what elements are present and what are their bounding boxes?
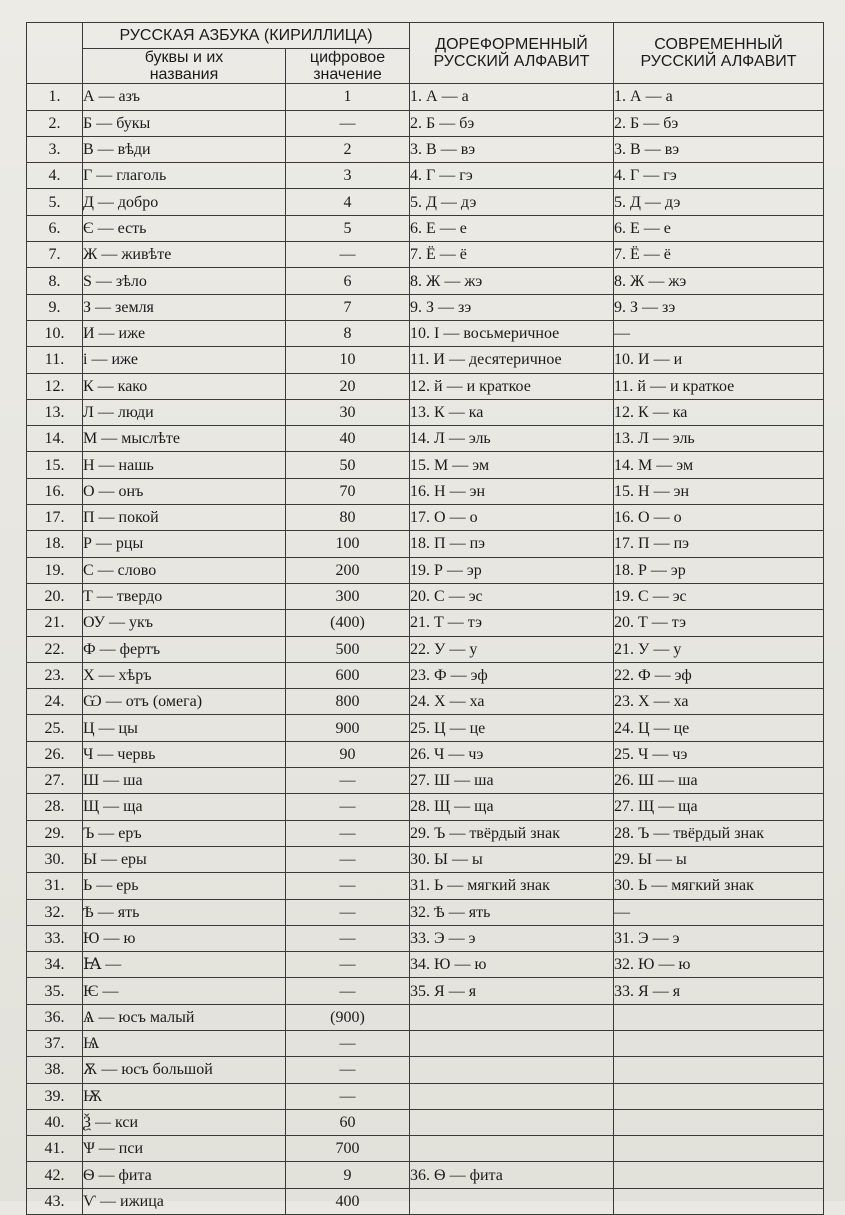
numeric-value: 8 xyxy=(286,320,410,346)
pre-reform-letter: 34. Ю — ю xyxy=(410,952,614,978)
cyrillic-letter-name: Ф — фертъ xyxy=(83,636,286,662)
modern-letter: 18. Р — эр xyxy=(614,557,824,583)
modern-letter: 33. Я — я xyxy=(614,978,824,1004)
pre-reform-letter xyxy=(410,1004,614,1030)
cyrillic-letter-name: Ѩ xyxy=(83,1030,286,1056)
numeric-value: 10 xyxy=(286,347,410,373)
table-row xyxy=(27,689,824,715)
pre-reform-letter: 5. Д — дэ xyxy=(410,189,614,215)
pre-reform-letter: 11. И — десятеричное xyxy=(410,347,614,373)
row-number: 17. xyxy=(27,505,83,531)
modern-letter: 7. Ё — ё xyxy=(614,242,824,268)
table-row xyxy=(27,925,824,951)
numeric-value: 200 xyxy=(286,557,410,583)
modern-letter: 26. Ш — ша xyxy=(614,768,824,794)
cyrillic-letter-name: Г — глаголь xyxy=(83,163,286,189)
table-row xyxy=(27,1136,824,1162)
pre-reform-letter: 24. Х — ха xyxy=(410,689,614,715)
row-number: 3. xyxy=(27,136,83,162)
modern-letter xyxy=(614,1109,824,1135)
table-row xyxy=(27,347,824,373)
cyrillic-letter-name: Ы — еры xyxy=(83,846,286,872)
table-row xyxy=(27,1188,824,1214)
table-row xyxy=(27,741,824,767)
cyrillic-letter-name: Ш — ша xyxy=(83,768,286,794)
row-number: 12. xyxy=(27,373,83,399)
header-row-top xyxy=(27,23,824,49)
modern-letter: 16. О — о xyxy=(614,505,824,531)
table-row xyxy=(27,294,824,320)
modern-letter: 14. М — эм xyxy=(614,452,824,478)
pre-reform-letter: 14. Л — эль xyxy=(410,426,614,452)
table-row xyxy=(27,715,824,741)
pre-reform-letter: 31. Ь — мягкий знак xyxy=(410,873,614,899)
modern-letter: — xyxy=(614,899,824,925)
modern-letter: 31. Э — э xyxy=(614,925,824,951)
numeric-value: 7 xyxy=(286,294,410,320)
table-row xyxy=(27,583,824,609)
row-number: 20. xyxy=(27,583,83,609)
pre-reform-letter xyxy=(410,1109,614,1135)
letters-names-header: буквы и их названия xyxy=(83,49,286,84)
numeric-value: — xyxy=(286,820,410,846)
numeric-value: — xyxy=(286,873,410,899)
row-number: 1. xyxy=(27,84,83,110)
cyrillic-letter-name: К — како xyxy=(83,373,286,399)
pre-reform-letter: 26. Ч — чэ xyxy=(410,741,614,767)
table-row xyxy=(27,1162,824,1188)
modern-letter: 5. Д — дэ xyxy=(614,189,824,215)
numeric-value: 5 xyxy=(286,215,410,241)
numeric-value: 100 xyxy=(286,531,410,557)
row-number: 30. xyxy=(27,846,83,872)
table-row xyxy=(27,1083,824,1109)
pre-reform-letter: 29. Ъ — твёрдый знак xyxy=(410,820,614,846)
numeric-value: (400) xyxy=(286,610,410,636)
modern-letter: 1. А — а xyxy=(614,84,824,110)
numeric-value: 40 xyxy=(286,426,410,452)
pre-reform-letter: 19. Р — эр xyxy=(410,557,614,583)
table-row xyxy=(27,952,824,978)
pre-reform-letter xyxy=(410,1083,614,1109)
table-row xyxy=(27,136,824,162)
cyrillic-letter-name: Ꙗ — xyxy=(83,952,286,978)
modern-letter: 24. Ц — це xyxy=(614,715,824,741)
cyrillic-letter-name: Ѵ — ижица xyxy=(83,1188,286,1214)
numeric-value: 2 xyxy=(286,136,410,162)
pre-reform-letter: 8. Ж — жэ xyxy=(410,268,614,294)
pre-reform-letter: 20. С — эс xyxy=(410,583,614,609)
row-number: 34. xyxy=(27,952,83,978)
row-number: 10. xyxy=(27,320,83,346)
modern-letter: 27. Щ — ща xyxy=(614,794,824,820)
numeric-value: 70 xyxy=(286,478,410,504)
cyrillic-letter-name: Л — люди xyxy=(83,399,286,425)
table-row xyxy=(27,189,824,215)
modern-letter: — xyxy=(614,320,824,346)
modern-letter: 19. С — эс xyxy=(614,583,824,609)
modern-letter: 28. Ъ — твёрдый знак xyxy=(614,820,824,846)
numeric-value: — xyxy=(286,794,410,820)
numeric-value: 20 xyxy=(286,373,410,399)
numeric-value: 700 xyxy=(286,1136,410,1162)
row-number: 29. xyxy=(27,820,83,846)
modern-letter xyxy=(614,1188,824,1214)
row-number: 21. xyxy=(27,610,83,636)
pre-reform-letter: 23. Ф — эф xyxy=(410,662,614,688)
pre-reform-letter xyxy=(410,1136,614,1162)
table-row xyxy=(27,873,824,899)
pre-reform-letter: 15. М — эм xyxy=(410,452,614,478)
row-number: 14. xyxy=(27,426,83,452)
row-number: 8. xyxy=(27,268,83,294)
table-row xyxy=(27,610,824,636)
modern-letter: 20. Т — тэ xyxy=(614,610,824,636)
cyrillic-letter-name: Д — добро xyxy=(83,189,286,215)
cyrillic-letter-name: Ѡ — отъ (омега) xyxy=(83,689,286,715)
numeric-value: 1 xyxy=(286,84,410,110)
modern-letter xyxy=(614,1057,824,1083)
row-number: 39. xyxy=(27,1083,83,1109)
cyrillic-letter-name: Ь — ерь xyxy=(83,873,286,899)
cyrillic-letter-name: Ѭ xyxy=(83,1083,286,1109)
row-number: 15. xyxy=(27,452,83,478)
pre-reform-letter: 25. Ц — це xyxy=(410,715,614,741)
cyrillic-letter-name: С — слово xyxy=(83,557,286,583)
table-row xyxy=(27,899,824,925)
modern-letter xyxy=(614,1004,824,1030)
cyrillic-letter-name: З — земля xyxy=(83,294,286,320)
table-row xyxy=(27,163,824,189)
cyrillic-letter-name: Б — букы xyxy=(83,110,286,136)
numeric-value: — xyxy=(286,925,410,951)
row-number: 13. xyxy=(27,399,83,425)
numeric-value: 6 xyxy=(286,268,410,294)
modern-alphabet-header: СОВРЕМЕННЫЙ РУССКИЙ АЛФАВИТ xyxy=(614,23,824,84)
cyrillic-letter-name: Х — хѣръ xyxy=(83,662,286,688)
modern-letter xyxy=(614,1083,824,1109)
cyrillic-letter-name: Н — нашь xyxy=(83,452,286,478)
modern-letter: 6. Е — е xyxy=(614,215,824,241)
numeric-value: — xyxy=(286,1057,410,1083)
cyrillic-letter-name: Ѳ — фита xyxy=(83,1162,286,1188)
cyrillic-letter-name: А — азъ xyxy=(83,84,286,110)
cyrillic-letter-name: О — онъ xyxy=(83,478,286,504)
modern-letter: 32. Ю — ю xyxy=(614,952,824,978)
numeric-value: 400 xyxy=(286,1188,410,1214)
cyrillic-letter-name: Ѧ — юсъ малый xyxy=(83,1004,286,1030)
table-row xyxy=(27,662,824,688)
cyrillic-letter-name: Є — есть xyxy=(83,215,286,241)
cyrillic-letter-name: Ц — цы xyxy=(83,715,286,741)
row-number: 28. xyxy=(27,794,83,820)
pre-reform-letter: 12. й — и краткое xyxy=(410,373,614,399)
pre-reform-letter: 1. А — а xyxy=(410,84,614,110)
table-row xyxy=(27,373,824,399)
numeric-value: 90 xyxy=(286,741,410,767)
row-number: 40. xyxy=(27,1109,83,1135)
modern-letter: 22. Ф — эф xyxy=(614,662,824,688)
table-row xyxy=(27,320,824,346)
numeric-value: — xyxy=(286,242,410,268)
table-row xyxy=(27,846,824,872)
pre-reform-letter: 10. І — восьмеричное xyxy=(410,320,614,346)
pre-reform-letter: 16. Н — эн xyxy=(410,478,614,504)
cyrillic-letter-name: М — мыслѣте xyxy=(83,426,286,452)
numeric-value: — xyxy=(286,978,410,1004)
modern-letter: 10. И — и xyxy=(614,347,824,373)
row-number: 27. xyxy=(27,768,83,794)
pre-reform-letter: 27. Ш — ша xyxy=(410,768,614,794)
cyrillic-alphabet-header: РУССКАЯ АЗБУКА (КИРИЛЛИЦА) xyxy=(83,23,410,49)
numeric-value: 800 xyxy=(286,689,410,715)
row-number: 6. xyxy=(27,215,83,241)
row-number: 22. xyxy=(27,636,83,662)
table-row xyxy=(27,505,824,531)
table-row xyxy=(27,84,824,110)
cyrillic-letter-name: і — иже xyxy=(83,347,286,373)
numeric-value: 50 xyxy=(286,452,410,478)
numeric-value: — xyxy=(286,899,410,925)
cyrillic-letter-name: Ѥ — xyxy=(83,978,286,1004)
pre-reform-letter: 22. У — у xyxy=(410,636,614,662)
pre-reform-letter xyxy=(410,1188,614,1214)
row-number: 43. xyxy=(27,1188,83,1214)
modern-letter: 3. В — вэ xyxy=(614,136,824,162)
numeric-value-header: цифровое значение xyxy=(286,49,410,84)
number-column-header xyxy=(27,23,83,84)
table-row xyxy=(27,531,824,557)
row-number: 4. xyxy=(27,163,83,189)
pre-reform-letter: 35. Я — я xyxy=(410,978,614,1004)
numeric-value: — xyxy=(286,952,410,978)
table-row xyxy=(27,1004,824,1030)
row-number: 5. xyxy=(27,189,83,215)
row-number: 23. xyxy=(27,662,83,688)
alphabet-table xyxy=(26,22,824,1215)
table-row xyxy=(27,557,824,583)
cyrillic-letter-name: П — покой xyxy=(83,505,286,531)
pre-reform-letter: 21. Т — тэ xyxy=(410,610,614,636)
modern-letter: 8. Ж — жэ xyxy=(614,268,824,294)
table-row xyxy=(27,1057,824,1083)
pre-reform-letter: 6. Е — е xyxy=(410,215,614,241)
pre-reform-letter: 32. Ѣ — ять xyxy=(410,899,614,925)
numeric-value: 500 xyxy=(286,636,410,662)
modern-letter xyxy=(614,1136,824,1162)
row-number: 37. xyxy=(27,1030,83,1056)
table-row xyxy=(27,636,824,662)
modern-letter: 13. Л — эль xyxy=(614,426,824,452)
numeric-value: 60 xyxy=(286,1109,410,1135)
numeric-value: — xyxy=(286,846,410,872)
table-row xyxy=(27,1109,824,1135)
row-number: 32. xyxy=(27,899,83,925)
modern-letter xyxy=(614,1162,824,1188)
cyrillic-letter-name: Щ — ща xyxy=(83,794,286,820)
row-number: 16. xyxy=(27,478,83,504)
pre-reform-letter: 13. К — ка xyxy=(410,399,614,425)
row-number: 2. xyxy=(27,110,83,136)
table-row xyxy=(27,794,824,820)
row-number: 36. xyxy=(27,1004,83,1030)
cyrillic-letter-name: Ъ — еръ xyxy=(83,820,286,846)
pre-reform-letter: 7. Ё — ё xyxy=(410,242,614,268)
cyrillic-letter-name: В — вѣди xyxy=(83,136,286,162)
table-row xyxy=(27,426,824,452)
modern-letter: 15. Н — эн xyxy=(614,478,824,504)
pre-reform-letter: 28. Щ — ща xyxy=(410,794,614,820)
row-number: 25. xyxy=(27,715,83,741)
row-number: 24. xyxy=(27,689,83,715)
numeric-value: 3 xyxy=(286,163,410,189)
modern-letter xyxy=(614,1030,824,1056)
table-row xyxy=(27,820,824,846)
numeric-value: 30 xyxy=(286,399,410,425)
row-number: 9. xyxy=(27,294,83,320)
cyrillic-letter-name: Ѫ — юсъ большой xyxy=(83,1057,286,1083)
table-row xyxy=(27,478,824,504)
numeric-value: (900) xyxy=(286,1004,410,1030)
modern-letter: 11. й — и краткое xyxy=(614,373,824,399)
pre-reform-letter: 30. Ы — ы xyxy=(410,846,614,872)
cyrillic-letter-name: Ю — ю xyxy=(83,925,286,951)
cyrillic-letter-name: Ѯ — кси xyxy=(83,1109,286,1135)
table-row xyxy=(27,215,824,241)
modern-letter: 21. У — у xyxy=(614,636,824,662)
row-number: 41. xyxy=(27,1136,83,1162)
numeric-value: — xyxy=(286,1030,410,1056)
table-row xyxy=(27,242,824,268)
pre-reform-letter: 4. Г — гэ xyxy=(410,163,614,189)
table-row xyxy=(27,110,824,136)
pre-reform-letter xyxy=(410,1057,614,1083)
row-number: 42. xyxy=(27,1162,83,1188)
pre-reform-letter: 18. П — пэ xyxy=(410,531,614,557)
alphabet-rows xyxy=(27,84,824,1215)
cyrillic-letter-name: Р — рцы xyxy=(83,531,286,557)
numeric-value: — xyxy=(286,1083,410,1109)
cyrillic-letter-name: И — иже xyxy=(83,320,286,346)
row-number: 33. xyxy=(27,925,83,951)
cyrillic-letter-name: Ч — червь xyxy=(83,741,286,767)
modern-letter: 2. Б — бэ xyxy=(614,110,824,136)
pre-reform-letter: 17. О — о xyxy=(410,505,614,531)
numeric-value: — xyxy=(286,110,410,136)
row-number: 19. xyxy=(27,557,83,583)
numeric-value: 9 xyxy=(286,1162,410,1188)
pre-reform-letter xyxy=(410,1030,614,1056)
cyrillic-letter-name: Ж — живѣте xyxy=(83,242,286,268)
numeric-value: 4 xyxy=(286,189,410,215)
numeric-value: 600 xyxy=(286,662,410,688)
table-row xyxy=(27,978,824,1004)
row-number: 38. xyxy=(27,1057,83,1083)
modern-letter: 25. Ч — чэ xyxy=(614,741,824,767)
pre-reform-letter: 2. Б — бэ xyxy=(410,110,614,136)
modern-letter: 30. Ь — мягкий знак xyxy=(614,873,824,899)
numeric-value: — xyxy=(286,768,410,794)
numeric-value: 80 xyxy=(286,505,410,531)
row-number: 11. xyxy=(27,347,83,373)
row-number: 18. xyxy=(27,531,83,557)
pre-reform-letter: 9. З — зэ xyxy=(410,294,614,320)
table-row xyxy=(27,452,824,478)
numeric-value: 900 xyxy=(286,715,410,741)
cyrillic-letter-name: Ѱ — пси xyxy=(83,1136,286,1162)
pre-reform-letter: 36. Ѳ — фита xyxy=(410,1162,614,1188)
pre-reform-alphabet-header: ДОРЕФОРМЕННЫЙ РУССКИЙ АЛФАВИТ xyxy=(410,23,614,84)
row-number: 35. xyxy=(27,978,83,1004)
modern-letter: 17. П — пэ xyxy=(614,531,824,557)
cyrillic-letter-name: Ѣ — ять xyxy=(83,899,286,925)
modern-letter: 23. Х — ха xyxy=(614,689,824,715)
modern-letter: 9. З — зэ xyxy=(614,294,824,320)
modern-letter: 29. Ы — ы xyxy=(614,846,824,872)
row-number: 7. xyxy=(27,242,83,268)
cyrillic-letter-name: ОУ — укъ xyxy=(83,610,286,636)
table-row xyxy=(27,399,824,425)
cyrillic-letter-name: S — зѣло xyxy=(83,268,286,294)
table-row xyxy=(27,1030,824,1056)
cyrillic-letter-name: Т — твердо xyxy=(83,583,286,609)
table-row xyxy=(27,268,824,294)
table-row xyxy=(27,768,824,794)
pre-reform-letter: 33. Э — э xyxy=(410,925,614,951)
numeric-value: 300 xyxy=(286,583,410,609)
modern-letter: 4. Г — гэ xyxy=(614,163,824,189)
pre-reform-letter: 3. В — вэ xyxy=(410,136,614,162)
modern-letter: 12. К — ка xyxy=(614,399,824,425)
row-number: 26. xyxy=(27,741,83,767)
row-number: 31. xyxy=(27,873,83,899)
